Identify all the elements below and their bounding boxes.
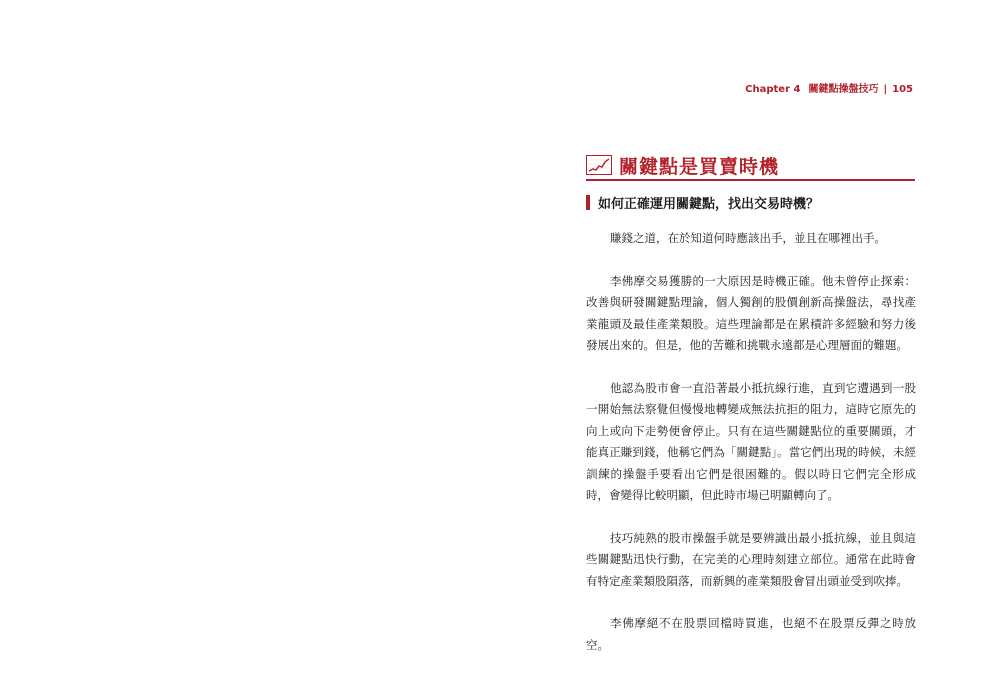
rising-chart-icon bbox=[586, 155, 612, 175]
subheading-marker bbox=[586, 195, 590, 210]
running-header bbox=[745, 80, 913, 95]
section-title-row bbox=[586, 151, 916, 179]
header-chapter: Chapter 4 bbox=[745, 84, 801, 95]
subheading-row bbox=[586, 193, 819, 211]
paragraph-5: 李佛摩絕不在股票回檔時買進，也絕不在股票反彈之時放空。 bbox=[586, 616, 916, 652]
subheading: 如何正確運用關鍵點，找出交易時機？ bbox=[598, 196, 820, 212]
body-text bbox=[586, 228, 916, 677]
paragraph-4: 技巧純熟的股市操盤手就是要辨識出最小抵抗線，並且與這些關鍵點迅快行動，在完美的心理時刻建立部位。通常在此時會有特定產業類股隕落，而新興的產業類股會冒出頭並受到吹捧。 bbox=[586, 530, 916, 588]
paragraph-1: 賺錢之道，在於知道何時應該出手，並且在哪裡出手。 bbox=[610, 231, 886, 245]
page-number: 105 bbox=[892, 84, 913, 95]
header-separator: | bbox=[883, 84, 888, 95]
paragraph-3: 他認為股市會一直沿著最小抵抗線行進，直到它遭遇到一股一開始無法察覺但慢慢地轉變成無法抗拒的阻力，這時它原先的向上或向下走勢便會停止。只有在這些關鍵點位的重要關頭，才能真正賺到錢，他稱它們為「關鍵點」。當它們出現的時候，未經訓練的操盤手要看出它們是很困難的。假以時日它們完全形成時，會變得比較明顯，但此時市場已明顯轉向了。 bbox=[586, 380, 916, 502]
section-title: 關鍵點是買賣時機 bbox=[619, 155, 780, 178]
title-underline bbox=[586, 179, 915, 181]
header-chapter-title: 關鍵點操盤技巧 bbox=[808, 84, 879, 95]
paragraph-2: 李佛摩交易獲勝的一大原因是時機正確。他未曾停止探索：改善與研發關鍵點理論，個人獨創的股價創新高操盤法，尋找產業龍頭及最佳產業類股。這些理論都是在累積許多經驗和努力後發展出來的。但是，他的苦難和挑戰永遠都是心理層面的難題。 bbox=[586, 273, 916, 352]
